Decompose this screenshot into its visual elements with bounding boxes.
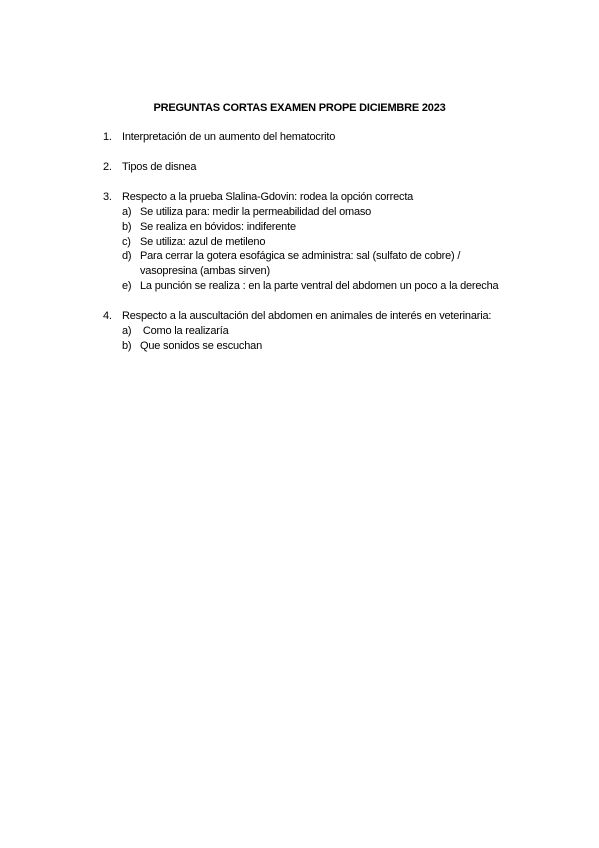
- question-number: 1.: [103, 131, 112, 143]
- question-number: 3.: [103, 191, 112, 203]
- option-3c: [122, 235, 265, 250]
- option-4b: [122, 339, 262, 354]
- option-text: Se utiliza: azul de metileno: [140, 236, 266, 248]
- option-text-continuation: vasopresina (ambas sirven): [140, 264, 270, 277]
- option-text: Se utiliza para: medir la permeabilidad del omaso: [140, 206, 372, 218]
- option-letter: d): [122, 250, 132, 262]
- option-text: Se realiza en bóvidos: indiferente: [140, 221, 296, 233]
- option-4a: [122, 324, 229, 339]
- option-text: La punción se realiza : en la parte ventral del abdomen un poco a la derecha: [140, 280, 499, 292]
- option-letter: c): [122, 236, 131, 248]
- option-letter: b): [122, 340, 132, 352]
- question-text: Respecto a la auscultación del abdomen en animales de interés en veterinaria:: [122, 310, 492, 322]
- option-letter: a): [122, 325, 132, 337]
- option-text: Como la realizaría: [140, 325, 229, 337]
- option-3b: [122, 220, 296, 235]
- question-text: Respecto a la prueba Slalina-Gdovin: rodea la opción correcta: [122, 191, 414, 203]
- option-letter: a): [122, 206, 132, 218]
- question-1: [103, 130, 335, 144]
- option-3a: [122, 205, 371, 220]
- option-text: Para cerrar la gotera esofágica se administra: sal (sulfato de cobre) /: [140, 250, 461, 262]
- option-text: Que sonidos se escuchan: [140, 340, 262, 352]
- option-letter: e): [122, 280, 132, 292]
- option-3d: [122, 249, 460, 279]
- question-number: 4.: [103, 310, 112, 322]
- question-2: [103, 160, 196, 174]
- document-title: PREGUNTAS CORTAS EXAMEN PROPE DICIEMBRE 2023: [153, 102, 446, 114]
- option-letter: b): [122, 221, 132, 233]
- question-number: 2.: [103, 161, 112, 173]
- question-3: [103, 190, 413, 204]
- question-text: Interpretación de un aumento del hematocrito: [122, 131, 336, 143]
- question-text: Tipos de disnea: [122, 161, 197, 173]
- question-4: [103, 309, 491, 323]
- option-3e: [122, 279, 498, 294]
